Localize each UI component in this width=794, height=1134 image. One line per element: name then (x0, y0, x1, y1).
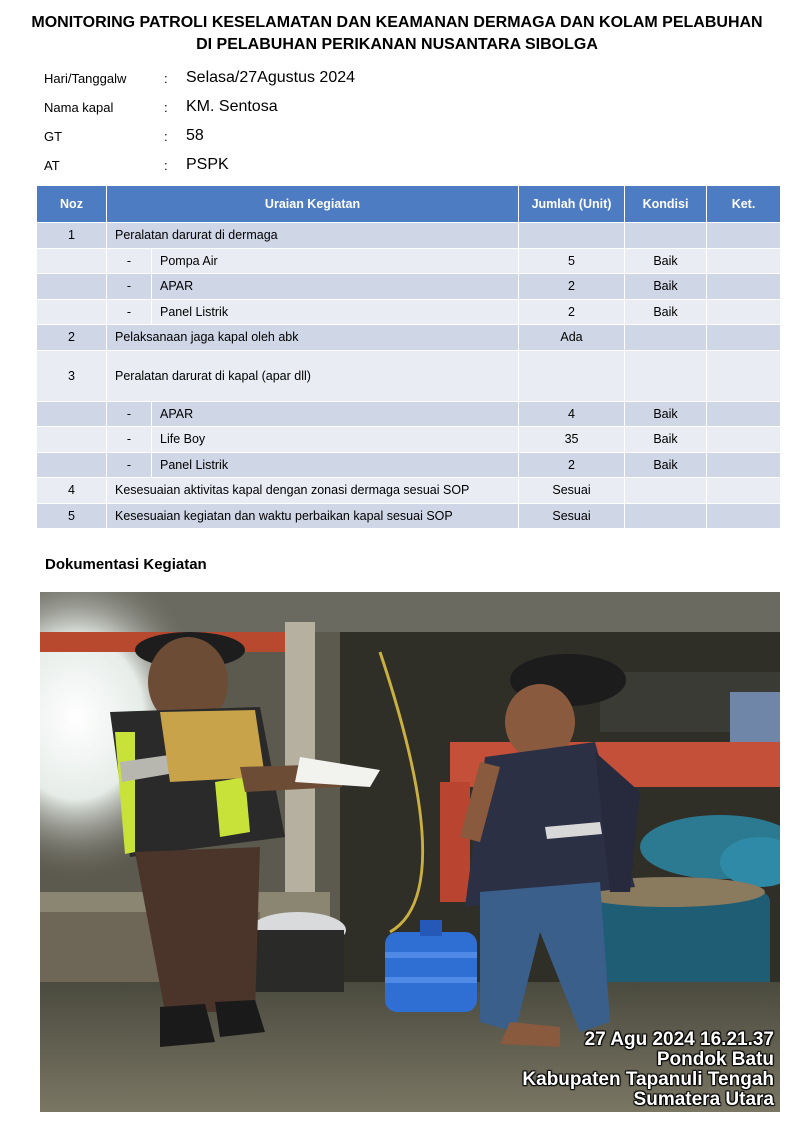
info-row-date (44, 66, 464, 95)
stamp-regency: Kabupaten Tapanuli Tengah (522, 1069, 774, 1090)
row-dash: - (107, 452, 152, 478)
header-kondisi: Kondisi (625, 186, 707, 223)
row-kondisi (625, 503, 707, 529)
row-jumlah: 35 (519, 427, 625, 453)
table-row (37, 503, 781, 529)
row-ket (707, 299, 781, 325)
row-no (37, 299, 107, 325)
info-row-gt (44, 124, 464, 153)
info-label: AT (44, 158, 60, 173)
info-label: Nama kapal (44, 100, 114, 115)
row-item: Panel Listrik (152, 452, 519, 478)
row-jumlah (519, 223, 625, 249)
row-kondisi (625, 350, 707, 401)
row-text: Kesesuaian aktivitas kapal dengan zonasi dermaga sesuai SOP (107, 478, 519, 504)
photo-timestamp-overlay (522, 1030, 774, 1110)
row-jumlah: 2 (519, 299, 625, 325)
row-ket (707, 223, 781, 249)
row-ket (707, 248, 781, 274)
header-ket: Ket. (707, 186, 781, 223)
row-no: 1 (37, 223, 107, 249)
row-kondisi: Baik (625, 299, 707, 325)
vessel-info (44, 66, 464, 182)
info-colon: : (164, 71, 168, 86)
row-dash: - (107, 248, 152, 274)
info-label: GT (44, 129, 63, 144)
documentation-photo (40, 592, 780, 1112)
table-row (37, 350, 781, 401)
row-kondisi: Baik (625, 452, 707, 478)
row-item: APAR (152, 401, 519, 427)
stamp-place: Pondok Batu (656, 1049, 774, 1070)
row-text: Peralatan darurat di dermaga (107, 223, 519, 249)
header-uraian: Uraian Kegiatan (107, 186, 519, 223)
row-item: Panel Listrik (152, 299, 519, 325)
row-item: Life Boy (152, 427, 519, 453)
info-row-at (44, 153, 464, 182)
row-dash: - (107, 274, 152, 300)
row-ket (707, 478, 781, 504)
row-kondisi: Baik (625, 427, 707, 453)
info-colon: : (164, 100, 168, 115)
row-ket (707, 325, 781, 351)
header-jumlah: Jumlah (Unit) (519, 186, 625, 223)
row-text: Pelaksanaan jaga kapal oleh abk (107, 325, 519, 351)
row-kondisi: Baik (625, 248, 707, 274)
document-title (0, 12, 794, 56)
row-no (37, 427, 107, 453)
row-dash: - (107, 299, 152, 325)
row-text: Kesesuaian kegiatan dan waktu perbaikan kapal sesuai SOP (107, 503, 519, 529)
row-ket (707, 452, 781, 478)
info-value: 58 (186, 127, 204, 144)
row-dash: - (107, 427, 152, 453)
row-no (37, 274, 107, 300)
table-header-row (37, 186, 781, 223)
table-row (37, 452, 781, 478)
row-ket (707, 427, 781, 453)
row-no: 5 (37, 503, 107, 529)
row-kondisi: Baik (625, 274, 707, 300)
row-ket (707, 350, 781, 401)
row-jumlah (519, 350, 625, 401)
row-ket (707, 274, 781, 300)
row-no (37, 248, 107, 274)
row-no: 2 (37, 325, 107, 351)
stamp-province: Sumatera Utara (633, 1089, 774, 1110)
info-row-ship-name (44, 95, 464, 124)
header-no: Noz (37, 186, 107, 223)
stamp-datetime: 27 Agu 2024 16.21.37 (584, 1029, 774, 1050)
table-row (37, 325, 781, 351)
row-jumlah: Sesuai (519, 503, 625, 529)
row-no (37, 401, 107, 427)
info-value: KM. Sentosa (186, 98, 278, 115)
table-row (37, 299, 781, 325)
row-no: 3 (37, 350, 107, 401)
table-row (37, 223, 781, 249)
row-kondisi: Baik (625, 401, 707, 427)
row-jumlah: Ada (519, 325, 625, 351)
info-value: Selasa/27Agustus 2024 (186, 69, 356, 86)
table-row (37, 478, 781, 504)
row-no (37, 452, 107, 478)
title-line-1: MONITORING PATROLI KESELAMATAN DAN KEAMANAN DERMAGA DAN KOLAM PELABUHAN (31, 14, 763, 31)
info-label: Hari/Tanggalw (44, 71, 127, 86)
title-line-2: DI PELABUHAN PERIKANAN NUSANTARA SIBOLGA (196, 36, 598, 53)
table-row (37, 274, 781, 300)
info-colon: : (164, 158, 168, 173)
row-jumlah: 2 (519, 452, 625, 478)
documentation-heading: Dokumentasi Kegiatan (45, 556, 207, 573)
row-jumlah: 4 (519, 401, 625, 427)
table-row (37, 401, 781, 427)
row-kondisi (625, 478, 707, 504)
row-no: 4 (37, 478, 107, 504)
row-text: Peralatan darurat di kapal (apar dll) (107, 350, 519, 401)
row-ket (707, 503, 781, 529)
info-colon: : (164, 129, 168, 144)
table-row (37, 248, 781, 274)
row-kondisi (625, 325, 707, 351)
row-jumlah: 5 (519, 248, 625, 274)
row-kondisi (625, 223, 707, 249)
row-jumlah: Sesuai (519, 478, 625, 504)
row-ket (707, 401, 781, 427)
inspection-table (36, 185, 781, 529)
row-item: APAR (152, 274, 519, 300)
row-item: Pompa Air (152, 248, 519, 274)
row-jumlah: 2 (519, 274, 625, 300)
info-value: PSPK (186, 156, 229, 173)
row-dash: - (107, 401, 152, 427)
table-row (37, 427, 781, 453)
